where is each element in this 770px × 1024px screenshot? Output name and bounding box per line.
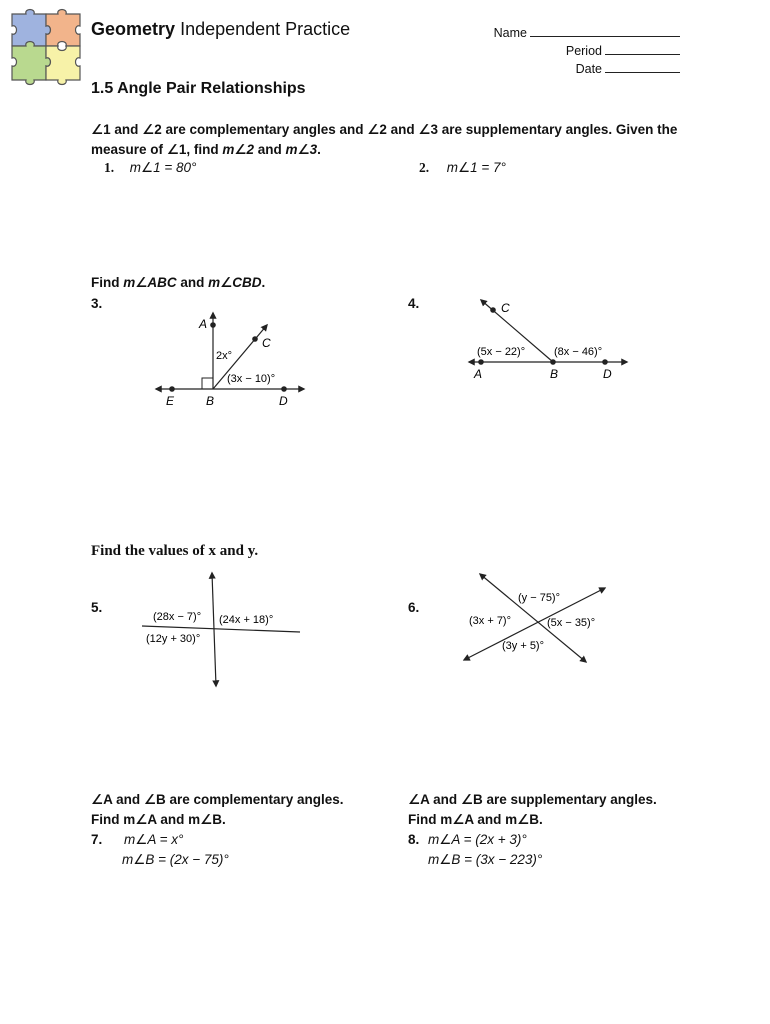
section-title: 1.5 Angle Pair Relationships bbox=[91, 80, 306, 97]
fig4-angle-2: (8x − 46)° bbox=[554, 346, 603, 358]
figure-6 bbox=[460, 570, 610, 665]
fig3-label-a: A bbox=[199, 317, 208, 331]
fig3-label-d: D bbox=[279, 394, 288, 408]
fig4-label-d: D bbox=[603, 367, 612, 381]
fig6-angle-1: (y − 75)° bbox=[518, 592, 560, 604]
problem-4-number: 4. bbox=[408, 296, 420, 311]
fig6-angle-2: (3x + 7)° bbox=[469, 615, 511, 627]
fig4-angle-1: (5x − 22)° bbox=[477, 346, 526, 358]
part4-left-prompt-line2: Find m∠A and m∠B. bbox=[91, 812, 226, 827]
name-field[interactable] bbox=[494, 26, 680, 40]
problem-7-line1: m∠A = x° bbox=[124, 832, 184, 847]
problem-2-number: 2. bbox=[419, 160, 430, 175]
figure-5 bbox=[140, 568, 305, 690]
problem-2 bbox=[419, 160, 506, 176]
problem-8 bbox=[408, 830, 542, 870]
fig3-angle-2: (3x − 10)° bbox=[227, 373, 276, 385]
fig6-angle-3: (5x − 35)° bbox=[547, 617, 596, 629]
worksheet-title bbox=[91, 19, 350, 40]
period-field[interactable] bbox=[566, 44, 680, 58]
fig4-label-a: A bbox=[474, 367, 483, 381]
part4-left-prompt-line1: ∠A and ∠B are complementary angles. bbox=[91, 792, 344, 807]
fig3-angle-1: 2x° bbox=[216, 350, 233, 362]
problem-5-number: 5. bbox=[91, 600, 103, 615]
fig5-angle-1: (28x − 7)° bbox=[153, 611, 202, 623]
part4-right-prompt-line2: Find m∠A and m∠B. bbox=[408, 812, 543, 827]
fig6-angle-4: (3y + 5)° bbox=[502, 640, 544, 652]
fig3-label-c: C bbox=[262, 336, 271, 350]
fig3-label-b: B bbox=[206, 394, 215, 408]
part1-prompt-line2: measure of ∠1, find m∠2 and m∠3. bbox=[91, 142, 321, 157]
figure-3 bbox=[150, 305, 310, 410]
name-label: Name bbox=[493, 26, 527, 40]
problem-6-number: 6. bbox=[408, 600, 420, 615]
part1-prompt-line1: ∠1 and ∠2 are complementary angles and ∠2 and ∠3 are supplementary angles. Given the bbox=[91, 122, 678, 137]
part1-prompt bbox=[91, 120, 731, 160]
problem-8-number: 8. bbox=[408, 832, 420, 847]
figure-4 bbox=[465, 295, 630, 385]
problem-7 bbox=[91, 830, 229, 870]
part3-prompt: Find the values of x and y. bbox=[91, 543, 259, 559]
fig3-label-e: E bbox=[166, 394, 175, 408]
puzzle-logo-icon bbox=[8, 8, 84, 90]
fig5-angle-3: (12y + 30)° bbox=[146, 633, 201, 645]
fig4-label-b: B bbox=[550, 367, 559, 381]
date-label: Date bbox=[575, 62, 602, 76]
problem-1-number: 1. bbox=[104, 160, 115, 175]
problem-8-line2: m∠B = (3x − 223)° bbox=[428, 852, 543, 867]
problem-1-text: m∠1 = 80° bbox=[129, 160, 197, 175]
fig5-angle-2: (24x + 18)° bbox=[219, 614, 274, 626]
part4-right-prompt-line1: ∠A and ∠B are supplementary angles. bbox=[408, 792, 657, 807]
title-subject: Geometry bbox=[91, 19, 176, 39]
problem-3-number: 3. bbox=[91, 296, 103, 311]
problem-7-number: 7. bbox=[91, 832, 103, 847]
part4-left-prompt bbox=[91, 790, 391, 830]
problem-8-line1: m∠A = (2x + 3)° bbox=[428, 832, 527, 847]
part2-prompt: Find m∠ABC and m∠CBD. bbox=[91, 275, 266, 290]
fig4-label-c: C bbox=[501, 301, 510, 315]
problem-7-line2: m∠B = (2x − 75)° bbox=[122, 852, 229, 867]
date-field[interactable] bbox=[576, 62, 680, 76]
problem-2-text: m∠1 = 7° bbox=[446, 160, 506, 175]
part4-right-prompt bbox=[408, 790, 728, 830]
title-rest: Independent Practice bbox=[180, 19, 351, 39]
problem-1 bbox=[104, 160, 196, 176]
period-label: Period bbox=[565, 44, 602, 58]
